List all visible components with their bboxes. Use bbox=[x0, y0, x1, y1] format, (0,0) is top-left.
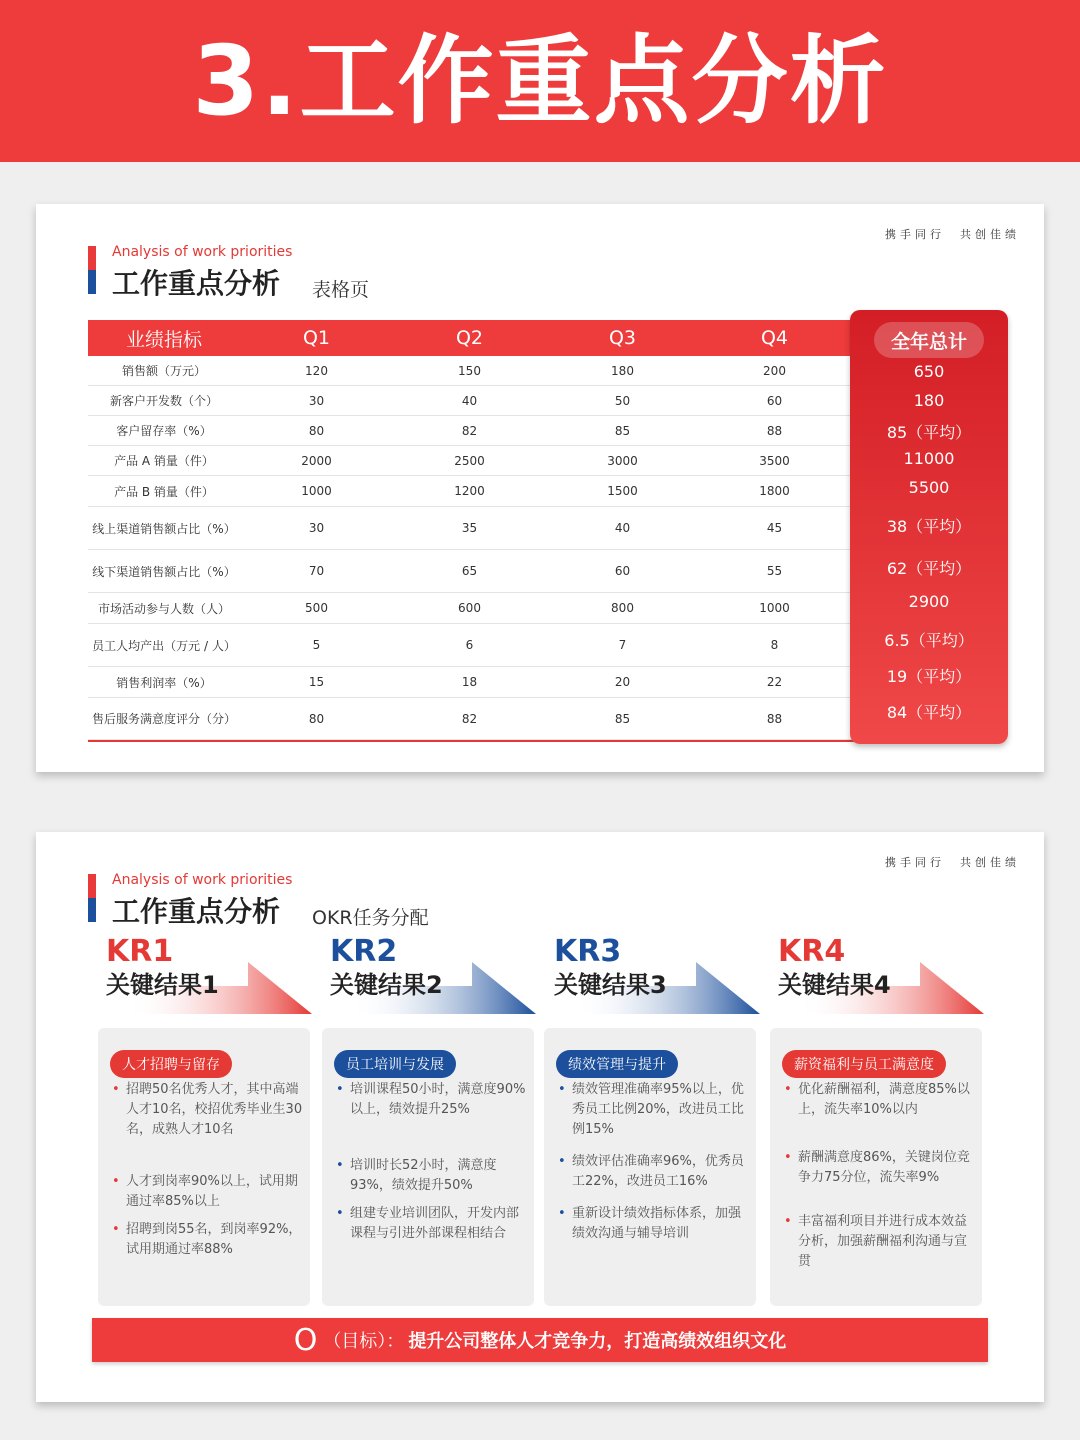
kr-tag: 员工培训与发展 bbox=[334, 1050, 456, 1078]
cell-q1: 500 bbox=[305, 601, 328, 615]
cell-q3: 180 bbox=[611, 363, 634, 378]
header-q1: Q1 bbox=[302, 327, 331, 349]
kr-bullet bbox=[336, 1156, 530, 1196]
kr-tag: 人才招聘与留存 bbox=[110, 1050, 232, 1078]
total-value: 62（平均） bbox=[886, 559, 972, 578]
table-row bbox=[88, 550, 858, 593]
cell-q4: 55 bbox=[766, 564, 783, 578]
cell-q1: 1000 bbox=[301, 484, 332, 498]
cell-q3: 800 bbox=[611, 601, 634, 615]
cell-q2: 82 bbox=[461, 423, 478, 438]
cell-q4: 8 bbox=[770, 638, 779, 652]
cell-q2: 82 bbox=[461, 711, 478, 726]
kr-name: 关键结果2 bbox=[330, 971, 443, 999]
table-row bbox=[88, 507, 858, 550]
cell-q1: 80 bbox=[308, 711, 325, 726]
cell-q2: 35 bbox=[461, 521, 478, 535]
header-q2: Q2 bbox=[455, 327, 484, 349]
cell-q3: 60 bbox=[614, 564, 631, 578]
objective-bar bbox=[92, 1318, 988, 1362]
cell-q4: 88 bbox=[766, 423, 783, 438]
total-value: 5500 bbox=[908, 478, 950, 497]
header-metric: 业绩指标 bbox=[125, 328, 202, 351]
cell-q3: 85 bbox=[614, 711, 631, 726]
total-value: 85（平均） bbox=[886, 422, 972, 442]
kr-bullet bbox=[784, 1080, 978, 1120]
kr-name: 关键结果4 bbox=[778, 971, 891, 999]
slide-table bbox=[36, 204, 1044, 772]
cell-q2: 2500 bbox=[454, 453, 485, 468]
row-label: 售后服务满意度评分（分） bbox=[91, 712, 236, 726]
bullet-text: 重新设计绩效指标体系，加强绩效沟通与辅导培训 bbox=[572, 1206, 742, 1241]
cell-q4: 3500 bbox=[759, 453, 790, 468]
bullet-text: 招聘50名优秀人才，其中高端人才10名，校招优秀毕业生30名，成熟人才10名 bbox=[126, 1082, 303, 1137]
table-row bbox=[88, 356, 858, 386]
heading-cn: 工作重点分析 bbox=[112, 895, 281, 928]
table-row bbox=[88, 416, 858, 446]
bullet-dot-icon: • bbox=[336, 1082, 344, 1097]
table-bottom-rule bbox=[88, 740, 858, 742]
bullet-text: 绩效管理准确率95%以上，优秀员工比例20%，改进员工比例15% bbox=[572, 1082, 744, 1137]
cell-q3: 85 bbox=[614, 423, 631, 438]
cell-q2: 6 bbox=[465, 638, 474, 652]
heading-subtitle: OKR任务分配 bbox=[312, 907, 429, 929]
cell-q4: 88 bbox=[766, 711, 783, 726]
cell-q4: 200 bbox=[763, 363, 786, 378]
kr-bullet bbox=[558, 1152, 752, 1192]
kr-bullet bbox=[784, 1148, 978, 1188]
cell-q3: 50 bbox=[614, 393, 631, 408]
bullet-dot-icon: • bbox=[558, 1154, 566, 1169]
cell-q2: 65 bbox=[461, 564, 478, 578]
table-row bbox=[88, 624, 858, 667]
heading-en: Analysis of work priorities bbox=[112, 244, 293, 260]
kr-bullet bbox=[558, 1204, 752, 1244]
row-label: 销售利润率（%） bbox=[116, 675, 212, 690]
row-label: 销售额（万元） bbox=[121, 364, 206, 378]
objective-letter: O bbox=[293, 1322, 318, 1358]
cell-q3: 7 bbox=[618, 638, 627, 652]
top-banner bbox=[0, 0, 1080, 162]
cell-q4: 1800 bbox=[759, 484, 790, 498]
heading-subtitle: 表格页 bbox=[312, 279, 370, 301]
cell-q2: 600 bbox=[458, 601, 481, 615]
kr-header-3 bbox=[554, 934, 764, 1016]
header-q4: Q4 bbox=[760, 327, 789, 349]
slide-okr bbox=[36, 832, 1044, 1402]
kr-code: KR2 bbox=[330, 934, 398, 969]
total-value: 11000 bbox=[903, 448, 955, 468]
bullet-dot-icon: • bbox=[784, 1150, 792, 1165]
objective-text: 提升公司整体人才竞争力，打造高绩效组织文化 bbox=[408, 1331, 787, 1352]
kr-detail-card bbox=[322, 1028, 534, 1306]
kr-header-2 bbox=[330, 934, 540, 1016]
table-row bbox=[88, 667, 858, 698]
row-label: 市场活动参与人数（人） bbox=[97, 601, 230, 616]
row-label: 新客户开发数（个） bbox=[109, 394, 218, 408]
cell-q1: 30 bbox=[308, 521, 325, 535]
cell-q3: 1500 bbox=[607, 484, 638, 498]
table-header bbox=[88, 320, 858, 356]
annual-total-column bbox=[850, 310, 1008, 744]
kr-detail-card bbox=[770, 1028, 982, 1306]
cell-q2: 1200 bbox=[454, 484, 485, 498]
objective-label: （目标）： bbox=[323, 1331, 405, 1352]
cell-q1: 2000 bbox=[301, 453, 332, 468]
kr-name: 关键结果1 bbox=[106, 971, 219, 999]
kr-name: 关键结果3 bbox=[554, 971, 667, 999]
kr-bullet bbox=[112, 1080, 306, 1140]
bullet-text: 绩效评估准确率96%，优秀员工22%，改进员工16% bbox=[572, 1154, 744, 1189]
cell-q1: 80 bbox=[308, 423, 325, 438]
total-value: 6.5（平均） bbox=[884, 631, 974, 650]
bullet-text: 培训时长52小时，满意度93%，绩效提升50% bbox=[350, 1158, 497, 1193]
table-row bbox=[88, 386, 858, 416]
cell-q1: 70 bbox=[308, 564, 325, 578]
bullet-text: 薪酬满意度86%，关键岗位竞争力75分位，流失率9% bbox=[798, 1150, 970, 1185]
kr-bullet bbox=[336, 1080, 530, 1120]
row-label: 线下渠道销售额占比（%） bbox=[92, 564, 236, 579]
total-value: 2900 bbox=[908, 592, 950, 611]
row-label: 客户留存率（%） bbox=[116, 424, 212, 438]
table-row bbox=[88, 593, 858, 624]
total-value: 38（平均） bbox=[886, 517, 972, 536]
bullet-dot-icon: • bbox=[336, 1206, 344, 1221]
cell-q4: 60 bbox=[766, 393, 783, 408]
header-total: 全年总计 bbox=[874, 322, 984, 358]
cell-q3: 20 bbox=[614, 675, 631, 689]
kr-tag: 薪资福利与员工满意度 bbox=[782, 1050, 946, 1078]
kr-tag: 绩效管理与提升 bbox=[556, 1050, 678, 1078]
table-row bbox=[88, 698, 858, 740]
total-value: 180 bbox=[913, 390, 945, 410]
bullet-text: 优化薪酬福利，满意度85%以上，流失率10%以内 bbox=[798, 1082, 970, 1117]
cell-q1: 15 bbox=[308, 675, 325, 689]
kr-code: KR1 bbox=[106, 934, 174, 969]
bullet-dot-icon: • bbox=[784, 1214, 792, 1229]
cell-q2: 40 bbox=[461, 393, 478, 408]
cell-q1: 5 bbox=[312, 638, 321, 652]
cell-q2: 18 bbox=[461, 675, 478, 689]
heading-en: Analysis of work priorities bbox=[112, 872, 293, 888]
bullet-text: 组建专业培训团队，开发内部课程与引进外部课程相结合 bbox=[350, 1206, 520, 1241]
slogan: 携手同行 共创佳绩 bbox=[885, 228, 1020, 241]
performance-table bbox=[88, 320, 858, 742]
bullet-dot-icon: • bbox=[112, 1082, 120, 1097]
kr-bullet bbox=[784, 1212, 978, 1272]
total-value: 84（平均） bbox=[886, 702, 972, 722]
cell-q3: 40 bbox=[614, 521, 631, 535]
kr-header-1 bbox=[106, 934, 316, 1016]
row-label: 员工人均产出（万元 / 人） bbox=[92, 638, 236, 653]
cell-q4: 45 bbox=[766, 521, 783, 535]
cell-q4: 22 bbox=[766, 675, 783, 689]
heading-accent-bar bbox=[88, 246, 96, 294]
total-value: 19（平均） bbox=[886, 667, 972, 686]
header-q3: Q3 bbox=[608, 327, 637, 349]
total-value: 650 bbox=[913, 361, 945, 381]
row-label: 线上渠道销售额占比（%） bbox=[92, 521, 236, 536]
kr-code: KR4 bbox=[778, 934, 846, 969]
kr-detail-card bbox=[544, 1028, 756, 1306]
kr-detail-card bbox=[98, 1028, 310, 1306]
bullet-dot-icon: • bbox=[558, 1206, 566, 1221]
bullet-dot-icon: • bbox=[784, 1082, 792, 1097]
kr-bullet bbox=[112, 1172, 306, 1212]
slogan: 携手同行 共创佳绩 bbox=[885, 856, 1020, 869]
kr-bullet bbox=[558, 1080, 752, 1140]
heading-accent-bar bbox=[88, 874, 96, 922]
table-row bbox=[88, 476, 858, 507]
table-body bbox=[88, 356, 858, 740]
bullet-dot-icon: • bbox=[112, 1222, 120, 1237]
bullet-text: 丰富福利项目并进行成本效益分析，加强薪酬福利沟通与宣贯 bbox=[798, 1214, 968, 1269]
banner-title: 3.工作重点分析 bbox=[192, 25, 888, 137]
table-row bbox=[88, 446, 858, 476]
bullet-dot-icon: • bbox=[336, 1158, 344, 1173]
bullet-dot-icon: • bbox=[558, 1082, 566, 1097]
kr-bullet bbox=[336, 1204, 530, 1244]
bullet-text: 培训课程50小时，满意度90%以上，绩效提升25% bbox=[350, 1082, 526, 1117]
kr-code: KR3 bbox=[554, 934, 622, 969]
cell-q4: 1000 bbox=[759, 601, 790, 615]
kr-bullet bbox=[112, 1220, 306, 1260]
cell-q2: 150 bbox=[458, 363, 481, 378]
row-label: 产品 B 销量（件） bbox=[114, 484, 214, 499]
cell-q3: 3000 bbox=[607, 453, 638, 468]
cell-q1: 120 bbox=[305, 363, 328, 378]
row-label: 产品 A 销量（件） bbox=[114, 454, 214, 468]
bullet-dot-icon: • bbox=[112, 1174, 120, 1189]
heading-cn: 工作重点分析 bbox=[112, 267, 281, 300]
cell-q1: 30 bbox=[308, 393, 325, 408]
bullet-text: 人才到岗率90%以上，试用期通过率85%以上 bbox=[126, 1174, 298, 1209]
kr-header-4 bbox=[778, 934, 988, 1016]
bullet-text: 招聘到岗55名，到岗率92%，试用期通过率88% bbox=[126, 1222, 302, 1257]
